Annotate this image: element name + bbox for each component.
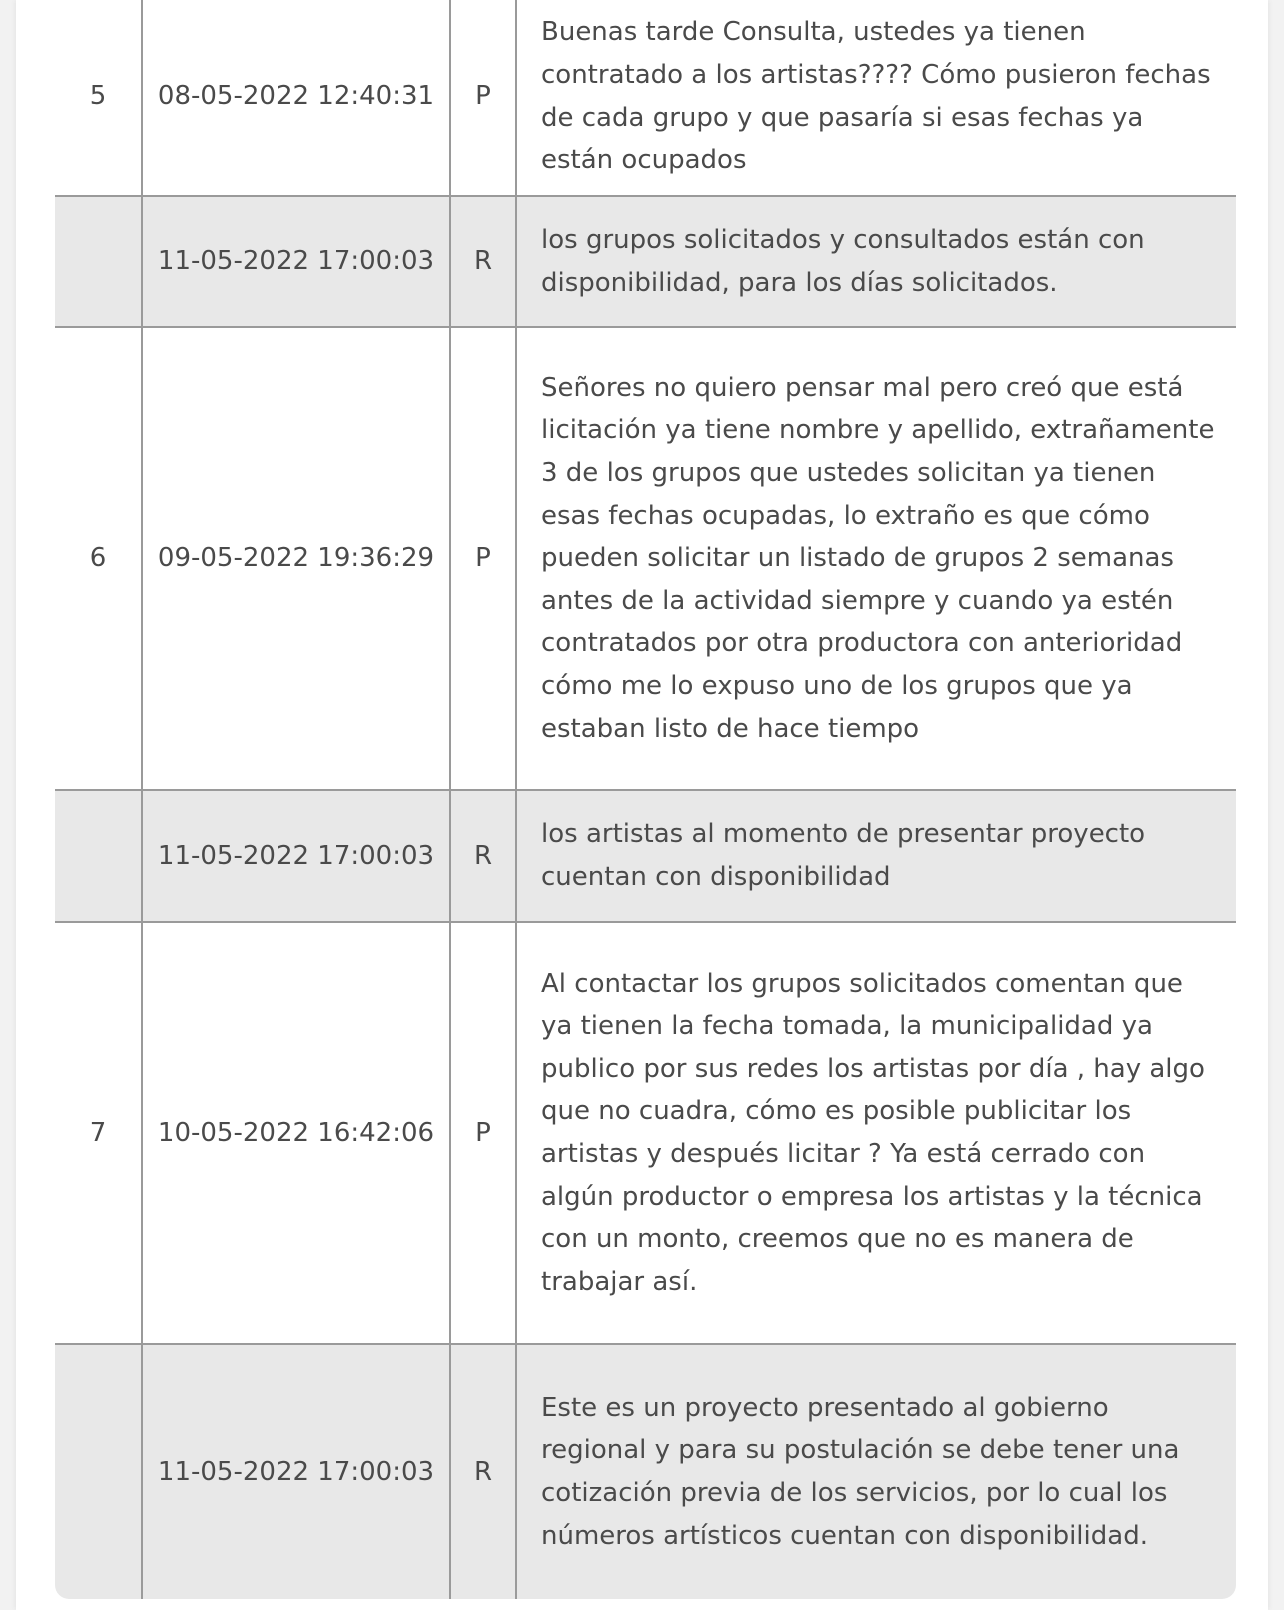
row-datetime: 11-05-2022 17:00:03 bbox=[142, 1344, 450, 1600]
row-type: R bbox=[450, 1344, 516, 1600]
row-type: R bbox=[450, 790, 516, 922]
row-datetime: 11-05-2022 17:00:03 bbox=[142, 196, 450, 327]
question-number bbox=[54, 1344, 142, 1600]
question-number: 5 bbox=[54, 0, 142, 196]
question-number: 7 bbox=[54, 922, 142, 1344]
table-row bbox=[54, 327, 1237, 790]
row-text: los artistas al momento de presentar proyecto cuentan con disponibilidad bbox=[516, 790, 1237, 922]
row-type: P bbox=[450, 327, 516, 790]
table-row bbox=[54, 0, 1237, 196]
row-datetime: 10-05-2022 16:42:06 bbox=[142, 922, 450, 1344]
row-text: Este es un proyecto presentado al gobierno regional y para su postulación se debe tener una cotización previa de los servicios, por lo cual los números artísticos cuentan con disponibilidad. bbox=[516, 1344, 1237, 1600]
row-datetime: 11-05-2022 17:00:03 bbox=[142, 790, 450, 922]
row-text: Buenas tarde Consulta, ustedes ya tienen contratado a los artistas???? Cómo pusieron fechas de cada grupo y que pasaría si esas fechas ya están ocupados bbox=[516, 0, 1237, 196]
row-type: P bbox=[450, 922, 516, 1344]
row-datetime: 09-05-2022 19:36:29 bbox=[142, 327, 450, 790]
table-row bbox=[54, 922, 1237, 1344]
row-text: los grupos solicitados y consultados están con disponibilidad, para los días solicitados. bbox=[516, 196, 1237, 327]
row-text: Al contactar los grupos solicitados comentan que ya tienen la fecha tomada, la municipalidad ya publico por sus redes los artistas por día , hay algo que no cuadra, cómo es posible publicitar los artistas y después licitar ? Ya está cerrado con algún productor o empresa los artistas y la técnica con un monto, creemos que no es manera de trabajar así. bbox=[516, 922, 1237, 1344]
row-type: R bbox=[450, 196, 516, 327]
question-number bbox=[54, 196, 142, 327]
row-text: Señores no quiero pensar mal pero creó que está licitación ya tiene nombre y apellido, extrañamente 3 de los grupos que ustedes solicitan ya tienen esas fechas ocupadas, lo extraño es que cómo pueden solicitar un listado de grupos 2 semanas antes de la actividad siempre y cuando ya estén contratados por otra productora con anterioridad cómo me lo expuso uno de los grupos que ya estaban listo de hace tiempo bbox=[516, 327, 1237, 790]
row-datetime: 08-05-2022 12:40:31 bbox=[142, 0, 450, 196]
row-type: P bbox=[450, 0, 516, 196]
questions-answers-table bbox=[53, 0, 1238, 1601]
table-row bbox=[54, 196, 1237, 327]
table-row bbox=[54, 790, 1237, 922]
question-number bbox=[54, 790, 142, 922]
table-row bbox=[54, 1344, 1237, 1600]
question-number: 6 bbox=[54, 327, 142, 790]
